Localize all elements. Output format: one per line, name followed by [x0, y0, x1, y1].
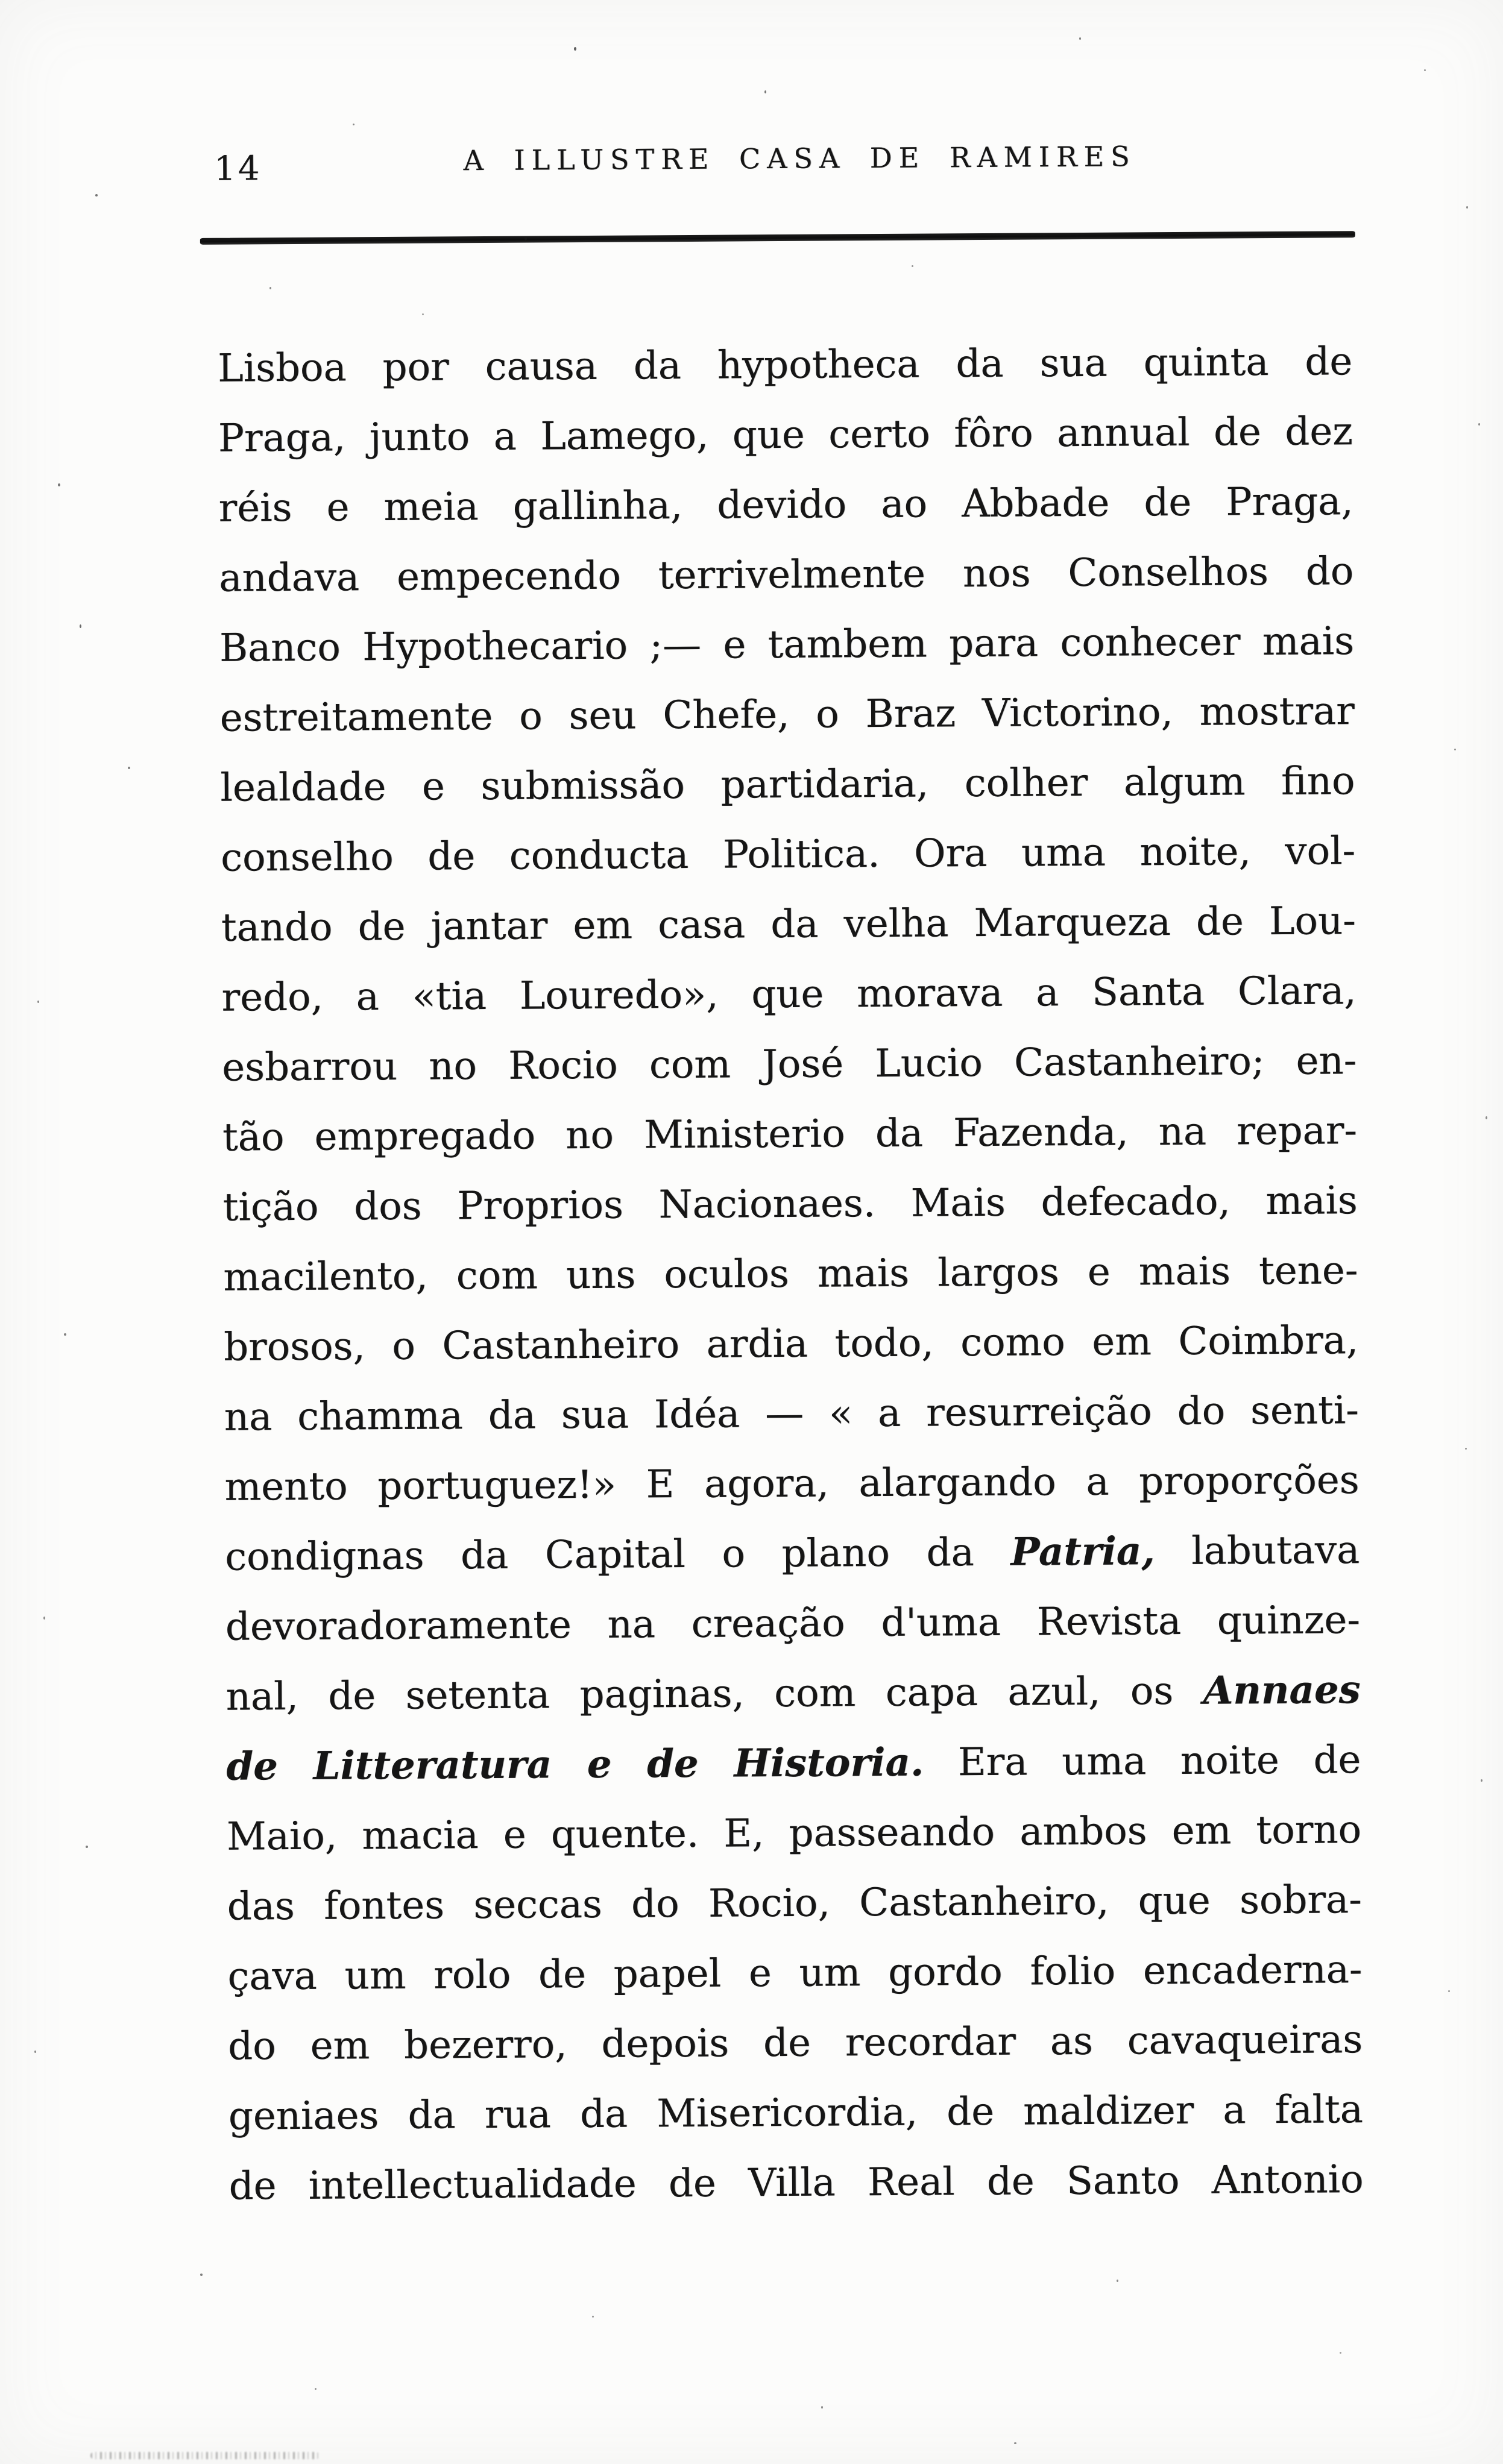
page-number: 14 [213, 149, 262, 189]
text-segment: nal, de setenta paginas, com capa azul, os [225, 1668, 1203, 1720]
text-segment: çava um rolo de papel e um gordo folio encaderna- [227, 1947, 1363, 1999]
text-line [219, 676, 1355, 753]
scan-speck [128, 767, 130, 769]
text-segment: de intellectualidade de Villa Real de Santo Antonio [228, 2157, 1364, 2209]
text-line [227, 1935, 1363, 2011]
text-segment: na chamma da sua Idéa — « a resurreição do senti- [224, 1388, 1359, 1440]
text-line [223, 1236, 1358, 1312]
header-rule [200, 231, 1355, 245]
text-line [227, 1795, 1362, 1872]
text-segment: geniaes da rua da Misericordia, de maldizer a falta [228, 2087, 1364, 2139]
text-line [224, 1445, 1360, 1522]
text-segment: brosos, o Castanheiro ardia todo, como em Coimbra, [223, 1318, 1359, 1370]
scan-speck [353, 124, 354, 125]
scan-speck [912, 265, 913, 267]
scan-speck [269, 287, 271, 289]
text-line [221, 816, 1356, 893]
scan-speck [80, 624, 81, 628]
text-segment: lealdade e submissão partidaria, colher algum fino [220, 759, 1355, 811]
scan-speck [1014, 2442, 1016, 2444]
text-line [219, 606, 1355, 683]
text-line [221, 886, 1356, 963]
scan-speck [592, 2316, 594, 2318]
scan-speck [34, 2051, 36, 2053]
text-segment: labutava [1155, 1528, 1360, 1574]
text-segment: esbarrou no Rocio com José Lucio Castanheiro; en- [222, 1039, 1357, 1090]
text-line [225, 1515, 1360, 1592]
scan-speck [1340, 2352, 1341, 2354]
text-line [222, 1166, 1358, 1242]
text-line [218, 327, 1353, 403]
text-line [218, 397, 1353, 473]
text-line [219, 536, 1354, 613]
scan-speck [95, 194, 98, 196]
scan-smudge [90, 2452, 320, 2459]
text-segment: macilento, com uns oculos mais largos e mais tene- [223, 1248, 1358, 1300]
scan-speck [86, 1846, 88, 1848]
scan-speck [1465, 1448, 1467, 1450]
text-line [228, 2145, 1364, 2221]
text-segment: Maio, macia e quente. E, passeando ambos em torno [226, 1808, 1362, 1859]
scan-speck [1079, 37, 1081, 40]
scan-speck [43, 1617, 45, 1620]
text-segment: das fontes seccas do Rocio, Castanheiro, que sobra- [227, 1878, 1362, 1929]
text-segment: estreitamente o seu Chefe, o Braz Victorino, mostrar [219, 689, 1355, 741]
scan-speck [1478, 423, 1480, 426]
emphasis-text: de Litteratura e de Historia. [226, 1740, 924, 1790]
scan-speck [422, 313, 424, 315]
scan-speck [1424, 69, 1426, 71]
text-line [222, 1096, 1358, 1172]
text-line [224, 1306, 1359, 1382]
text-segment: réis e meia gallinha, devido ao Abbade de Praga, [218, 479, 1353, 531]
text-line [224, 1375, 1359, 1452]
page-header [210, 139, 1353, 194]
body-text [218, 327, 1364, 2221]
text-line [225, 1585, 1361, 1662]
text-segment: mento portuguez!» E agora, alargando a proporções [224, 1458, 1360, 1510]
text-line [227, 1865, 1362, 1941]
scan-speck [1466, 206, 1468, 209]
page-content [209, 0, 1367, 2464]
text-segment: tição dos Proprios Nacionaes. Mais defecado, mais [222, 1178, 1358, 1230]
text-segment: conselho de conducta Politica. Ora uma noite, vol- [220, 829, 1356, 881]
text-line [228, 2075, 1364, 2151]
scan-speck [821, 2406, 823, 2409]
text-segment: tão empregado no Ministerio da Fazenda, na repar- [222, 1108, 1358, 1160]
scan-speck [764, 90, 766, 93]
emphasis-text: Annaes [1203, 1667, 1361, 1714]
scan-speck [1448, 1990, 1450, 1992]
text-line [226, 1725, 1361, 1802]
scan-speck [574, 47, 576, 51]
scan-speck [315, 2388, 317, 2390]
text-segment: condignas da Capital o plano da [224, 1530, 1011, 1580]
emphasis-text: Patria, [1010, 1529, 1155, 1575]
text-segment: Lisboa por causa da hypotheca da sua quinta de [217, 339, 1353, 391]
text-line [225, 1655, 1361, 1732]
running-title: A ILLUSTRE CASA DE RAMIRES [463, 140, 1136, 177]
scan-speck [37, 1001, 39, 1003]
text-segment: Praga, junto a Lamego, que certo fôro annual de dez [218, 409, 1353, 461]
scan-speck [1117, 2280, 1118, 2282]
scan-speck [58, 483, 60, 486]
text-segment: andava empecendo terrivelmente nos Conselhos do [219, 549, 1354, 601]
scan-speck [525, 236, 527, 240]
text-line [222, 1026, 1357, 1102]
text-line [220, 746, 1355, 823]
text-line [221, 956, 1356, 1032]
text-segment: redo, a «tia Louredo», que morava a Santa Clara, [221, 969, 1356, 1020]
scan-speck [1481, 1779, 1483, 1782]
text-segment: devoradoramente na creação d'uma Revista quinze- [225, 1598, 1361, 1650]
text-segment: Era uma noite de [923, 1738, 1361, 1785]
scan-speck [64, 1333, 66, 1336]
text-segment: do em bezerro, depois de recordar as cavaqueiras [227, 2017, 1363, 2069]
scan-speck [1486, 1116, 1487, 1119]
text-line [218, 467, 1353, 543]
scan-speck [200, 2274, 203, 2276]
scan-speck [1454, 749, 1456, 750]
text-line [228, 2005, 1363, 2081]
text-segment: tando de jantar em casa da velha Marqueza de Lou- [221, 899, 1356, 951]
text-segment: Banco Hypothecario ;— e tambem para conhecer mais [219, 619, 1355, 671]
